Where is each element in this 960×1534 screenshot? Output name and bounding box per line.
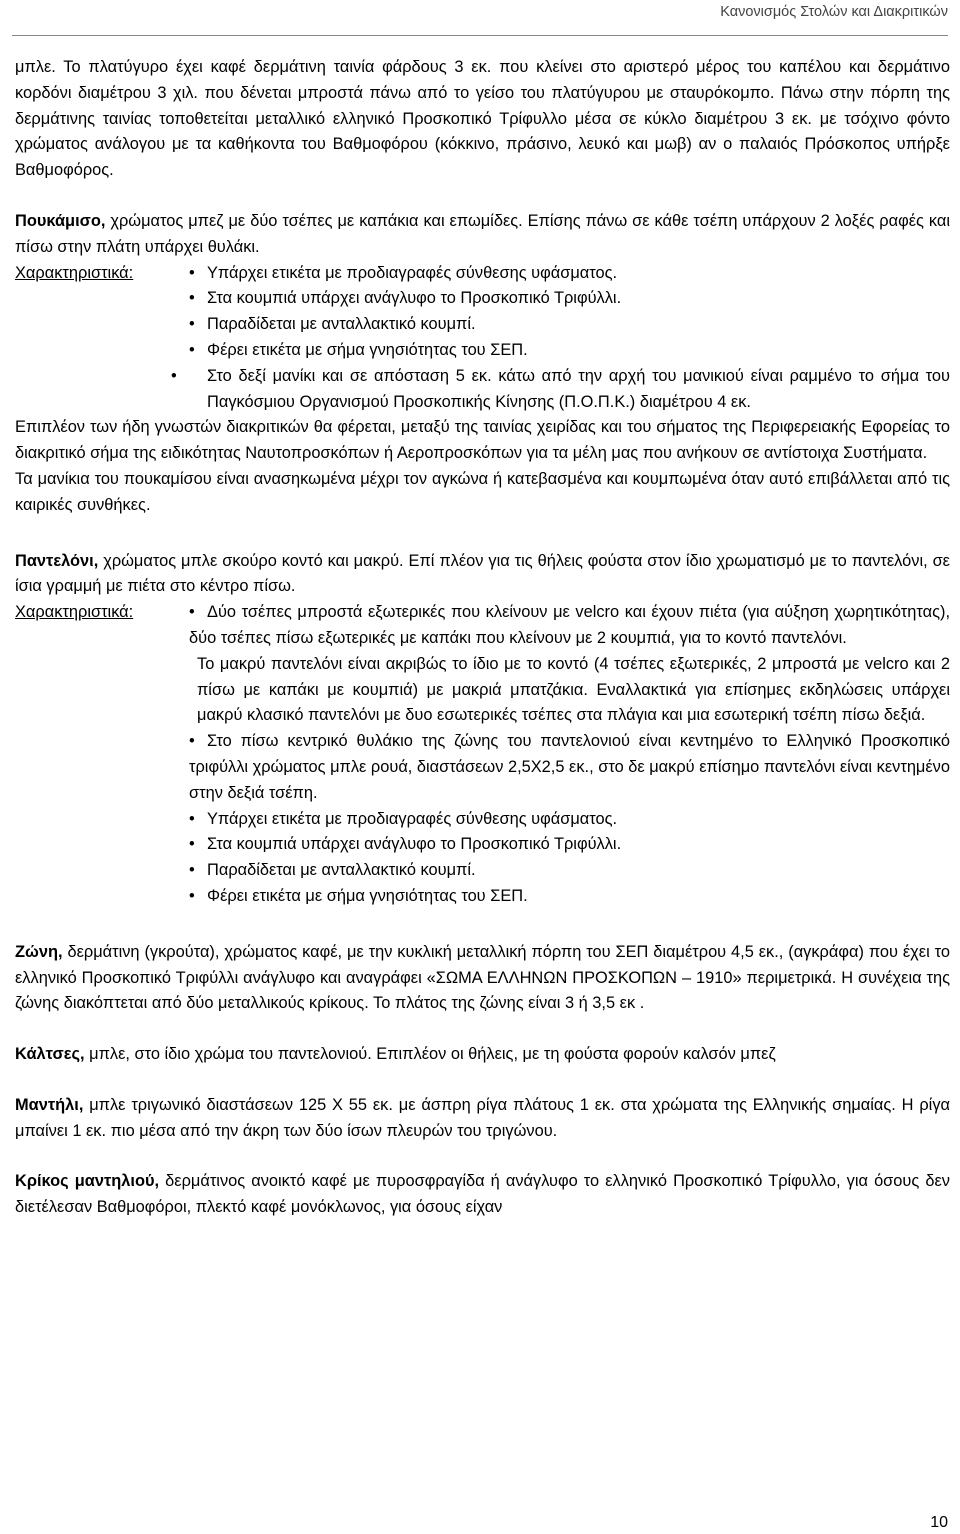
list-item: • Υπάρχει ετικέτα με προδιαγραφές σύνθεσης υφάσματος. [189,261,950,287]
list-item: • Δύο τσέπες μπροστά εξωτερικές που κλείνουν με velcro και έχουν πιέτα (για αύξηση χωρητικότητας), δύο τσέπες πίσω εξωτερικές με καπάκι που κλείνουν με 2 κουμπιά, για το κοντό παντελόνι. [189,600,950,652]
socks-paragraph [15,1042,950,1068]
bullet-icon: • [189,835,195,854]
shirt-text: χρώματος μπεζ με δύο τσέπες με καπάκια και επωμίδες. Επίσης πάνω σε κάθε τσέπη υπάρχουν 2 λοξές ραφές και πίσω στην πλάτη υπάρχει θυλάκι. [15,211,950,256]
belt-paragraph [15,940,950,1017]
bullet-icon: • [189,732,195,751]
ring-term: Κρίκος μαντηλιού, [15,1172,160,1191]
running-header: Κανονισμός Στολών και Διακριτικών [720,4,948,20]
list-item: • Παραδίδεται με ανταλλακτικό κουμπί. [189,858,950,884]
socks-text: μπλε, στο ίδιο χρώμα του παντελονιού. Επιπλέον οι θήλεις, με τη φούστα φορούν καλσόν μπεζ [84,1045,776,1064]
bullet-icon: • [189,809,195,828]
shirt-paragraph [15,209,950,261]
belt-text: δερμάτινη (γκρούτα), χρώματος καφέ, με την κυκλική μεταλλική πόρπη του ΣΕΠ διαμέτρου 4,5 εκ., (αγκράφα) που έχει το ελληνικό Προσκοπικό Τριφύλλι ανάγλυφο και αναγράφει «ΣΩΜΑ ΕΛΛΗΝΩΝ ΠΡΟΣΚΟΠΩΝ – 1910» περιμετρικά. Η συνέχεια της ζώνης διακόπτεται από δύο μεταλλικούς κρίκους. Το πλάτος της ζώνης είναι 3 ή 3,5 εκ . [15,942,950,1013]
socks-term: Κάλτσες, [15,1045,85,1064]
bullet-icon: • [189,603,195,622]
list-item: • Υπάρχει ετικέτα με προδιαγραφές σύνθεσης υφάσματος. [189,807,950,833]
trousers-features [15,600,950,910]
scarf-paragraph [15,1093,950,1145]
trousers-text: χρώματος μπλε σκούρο κοντό και μακρύ. Επί πλέον για τις θήλεις φούστα στον ίδιο χρωματισμό με το παντελόνι, σε ίσια γραμμή με πιέτα στο κέντρο πίσω. [15,551,950,596]
shirt-extra-2: Τα μανίκια του πουκαμίσου είναι ανασηκωμένα μέχρι τον αγκώνα ή κατεβασμένα και κουμπωμένα όταν αυτό επιβάλλεται από τις καιρικές συνθήκες. [15,469,950,514]
shirt-features-label: Χαρακτηριστικά: [15,263,134,282]
list-item: • Στα κουμπιά υπάρχει ανάγλυφο το Προσκοπικό Τριφύλλι. [189,832,950,858]
shirt-term: Πουκάμισο, [15,211,106,230]
list-item: • Παραδίδεται με ανταλλακτικό κουμπί. [189,312,950,338]
list-item: Το μακρύ παντελόνι είναι ακριβώς το ίδιο με το κοντό (4 τσέπες εξωτερικές, 2 μπροστά με velcro και 2 πίσω με καπάκι με κουμπιά) με μακριά μπατζάκια. Εναλλακτικά για επίσημες εκδηλώσεις υπάρχει μακρύ κλασικό παντελόνι με δυο εσωτερικές τσέπες στα πλάγια και μια εσωτερική τσέπη πίσω δεξιά. [197,654,950,725]
trousers-features-list [189,600,950,910]
shirt-features [15,261,950,416]
header-divider [12,35,948,36]
bullet-icon: • [189,315,195,334]
list-item: • Φέρει ετικέτα με σήμα γνησιότητας του ΣΕΠ. [189,884,950,910]
ring-paragraph [15,1169,950,1221]
list-item: • Στα κουμπιά υπάρχει ανάγλυφο το Προσκοπικό Τριφύλλι. [189,286,950,312]
intro-paragraph: μπλε. Το πλατύγυρο έχει καφέ δερμάτινη ταινία φάρδους 3 εκ. που κλείνει στο αριστερό μέρος του καπέλου και δερμάτινο κορδόνι διαμέτρου 3 χιλ. που δένεται μπροστά πάνω από το γείσο του πλατύγυρου με σταυρόκομπο. Πάνω στην πόρπη της δερμάτινης ταινίας τοποθετείται μεταλλικό ελληνικό Προσκοπικό Τρίφυλλο μέσα σε κύκλο διαμέτρου 3 εκ. με τσόχινο φόντο χρώματος ανάλογου με τα καθήκοντα του Βαθμοφόρου (κόκκινο, πράσινο, λευκό και μωβ) αν ο παλαιός Πρόσκοπος υπήρξε Βαθμοφόρος. [15,58,950,180]
trousers-features-label: Χαρακτηριστικά: [15,603,134,622]
scarf-text: μπλε τριγωνικό διαστάσεων 125 Χ 55 εκ. με άσπρη ρίγα πλάτους 1 εκ. στα χρώματα της Ελληνικής σημαίας. Η ρίγα μπαίνει 1 εκ. πιο μέσα από την άκρη των δύο ίσων πλευρών του τριγώνου. [15,1095,950,1140]
belt-term: Ζώνη, [15,942,63,961]
bullet-icon: • [189,861,195,880]
list-item: • Φέρει ετικέτα με σήμα γνησιότητας του ΣΕΠ. [189,338,950,364]
page-number: 10 [930,1514,948,1531]
ring-text: δερμάτινος ανοικτό καφέ με πυροσφραγίδα ή ανάγλυφο το ελληνικό Προσκοπικό Τρίφυλλο, για όσους δεν διετέλεσαν Βαθμοφόροι, πλεκτό καφέ μονόκλωνος, για όσους είχαν [15,1172,950,1217]
bullet-icon: • [189,289,195,308]
trousers-term: Παντελόνι, [15,551,99,570]
scarf-term: Μαντήλι, [15,1095,84,1114]
bullet-icon: • [189,340,195,359]
bullet-icon: • [189,263,195,282]
trousers-paragraph [15,549,950,601]
bullet-icon: • [171,366,177,385]
shirt-features-list [171,261,950,416]
shirt-extra-1: Επιπλέον των ήδη γνωστών διακριτικών θα φέρεται, μεταξύ της ταινίας χειρίδας και του σήματος της Περιφερειακής Εφορείας το διακριτικό σήμα της ειδικότητας Ναυτοπροσκόπων ή Αεροπροσκόπων για τα μέλη μας που ανήκουν σε αντίστοιχα Συστήματα. [15,418,950,463]
page-body [15,55,950,1221]
bullet-icon: • [189,886,195,905]
list-item: • Στο δεξί μανίκι και σε απόσταση 5 εκ. κάτω από την αρχή του μανικιού είναι ραμμένο το σήμα του Παγκόσμιου Οργανισμού Προσκοπικής Κίνησης (Π.Ο.Π.Κ.) διαμέτρου 4 εκ. [189,364,950,416]
list-item: • Στο πίσω κεντρικό θυλάκιο της ζώνης του παντελονιού είναι κεντημένο το Ελληνικό Προσκοπικό τριφύλλι χρώματος μπλε ρουά, διαστάσεων 2,5Χ2,5 εκ., στο δε μακρύ επίσημο παντελόνι είναι κεντημένο στην δεξιά τσέπη. [189,729,950,806]
